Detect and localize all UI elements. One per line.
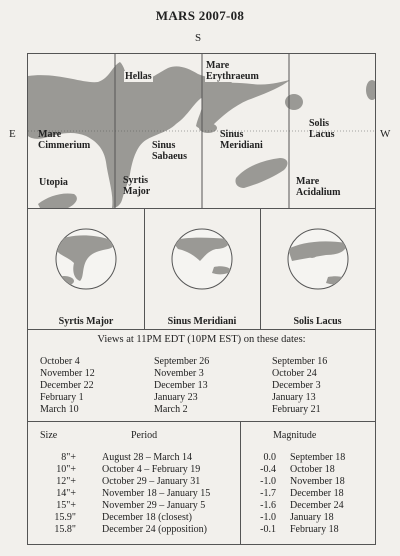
label-mare-cimmerium: Mare Cimmerium bbox=[38, 129, 91, 151]
globe-label-sinus-meridiani: Sinus Meridiani bbox=[167, 316, 237, 327]
magnitude-column: 0.0 -0.4 -1.0 -1.7 -1.6 -1.0 -0.1 bbox=[260, 452, 276, 535]
compass-south: S bbox=[195, 32, 202, 44]
period-column: August 28 – March 14 October 4 – February 19 October 29 – January 31 November 18 – January 15 November 29 – January 5 December 18 (closest) December 24 (opposition) bbox=[102, 452, 211, 535]
compass-east: E bbox=[9, 128, 16, 140]
views-column-2: September 26 November 3 December 13 January 23 March 2 bbox=[154, 356, 210, 415]
label-sinus-meridiani: Sinus Meridiani bbox=[220, 129, 263, 151]
dark-region-acidalium bbox=[235, 158, 287, 188]
compass-west: W bbox=[380, 128, 391, 140]
views-title: Views at 11PM EDT (10PM EST) on these dates: bbox=[97, 334, 306, 345]
dark-region-solis bbox=[285, 94, 303, 110]
globe-solis-lacus bbox=[288, 229, 348, 289]
views-column-1: October 4 November 12 December 22 February 1 March 10 bbox=[40, 356, 95, 415]
views-column-3: September 16 October 24 December 3 January 13 February 21 bbox=[272, 356, 328, 415]
label-syrtis-major: Syrtis Major bbox=[123, 175, 151, 197]
dark-region-utopia bbox=[38, 193, 77, 208]
globes-svg bbox=[28, 209, 375, 313]
label-hellas: Hellas bbox=[125, 71, 152, 82]
dark-region-erythraeum bbox=[196, 80, 290, 129]
globe-label-syrtis-major: Syrtis Major bbox=[58, 316, 114, 327]
label-mare-acidalium: Mare Acidalium bbox=[296, 176, 341, 198]
header-period: Period bbox=[131, 430, 158, 441]
header-size: Size bbox=[40, 430, 58, 441]
magnitude-date-column: September 18 October 18 November 18 December 18 December 24 January 18 February 18 bbox=[290, 452, 346, 535]
globe-sinus-meridiani bbox=[172, 229, 232, 289]
page-title: MARS 2007-08 bbox=[155, 8, 245, 23]
label-sinus-sabaeus: Sinus Sabaeus bbox=[152, 140, 188, 162]
chart-frame bbox=[27, 53, 376, 545]
globe-syrtis-major bbox=[54, 229, 116, 289]
label-mare-erythraeum: Mare Erythraeum bbox=[206, 60, 259, 82]
size-column: 8"+ 10"+ 12"+ 14"+ 15"+ 15.9" 15.8" bbox=[54, 452, 76, 535]
label-utopia: Utopia bbox=[39, 177, 68, 188]
header-magnitude: Magnitude bbox=[273, 430, 317, 441]
label-solis-lacus: Solis Lacus bbox=[309, 118, 335, 140]
globe-label-solis-lacus: Solis Lacus bbox=[293, 316, 342, 327]
mars-map bbox=[28, 54, 375, 208]
dark-region-edge bbox=[366, 80, 375, 100]
